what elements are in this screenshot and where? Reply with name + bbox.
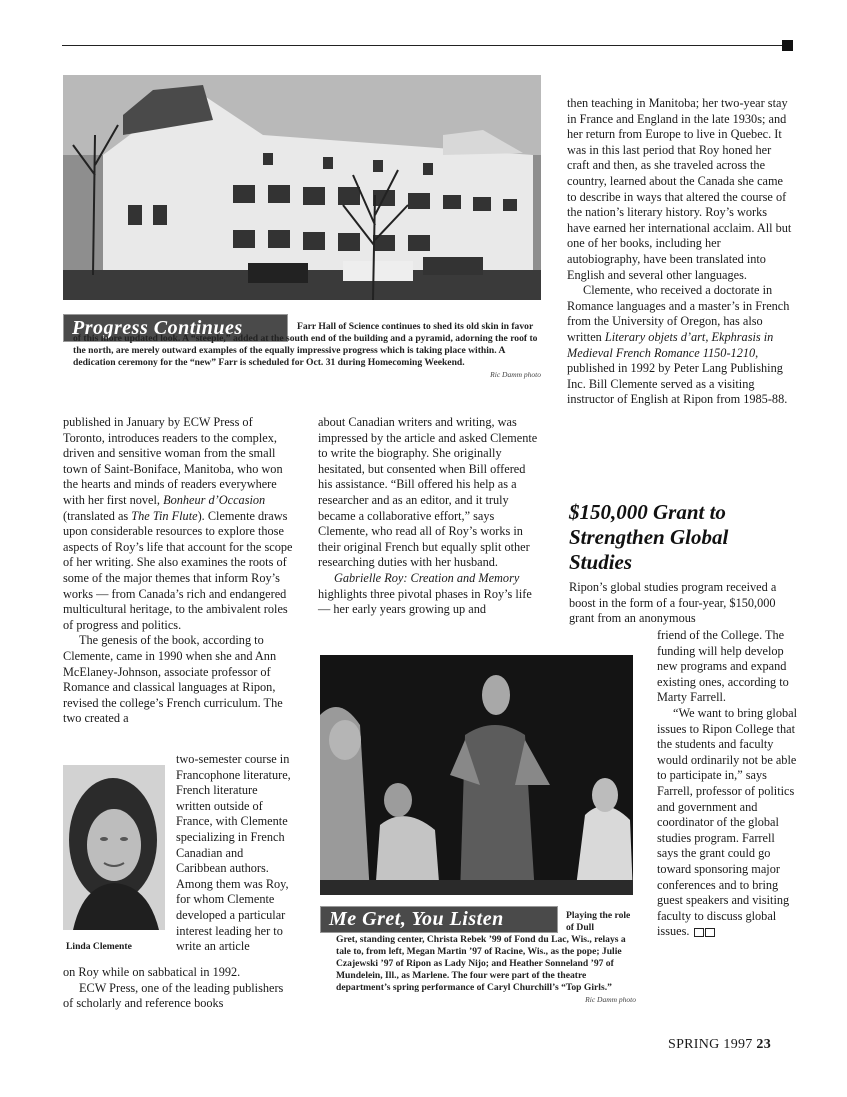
book-title: Bonheur d’Occasion	[163, 492, 266, 507]
article-paragraph: ECW Press, one of the leading publishers of scholarly and reference books	[63, 980, 284, 1011]
article-paragraph: published in January by ECW Press of Toronto, introduces readers to the complex, driven and sensitive woman from the small town of Saint-Boniface, Manitoba, who won the hearts and minds of readers everywhere with her first novel,	[63, 415, 283, 507]
article-column-1-end	[63, 965, 295, 1012]
article-paragraph: then teaching in Manitoba; her two-year stay in France and England in the late 1930s; and her return from Europe to live in Quebec. It was in this last period that Roy honed her craft and then, as she traveled across the country, learned about the Canada she came to describe in ways that altered the course of the nation’s literary history. Roy’s works have earned her international acclaim. All but one of her books, including her autobiography, have been translated into English and several other languages.	[567, 96, 792, 282]
progress-continues-heading: Progress Continues	[63, 314, 288, 342]
square-icon	[782, 40, 793, 51]
article-paragraph: “We want to bring global issues to Ripon College that the students and faculty would ordinarily not be able to participate in,” says Farrell, professor of politics and government and coordinator of the global studies program. Farrell says the grant could go toward sponsoring major conferences and to bring guest speakers and visiting faculty to discuss global issues.	[657, 705, 797, 939]
article-text: friend of the College. The funding will help develop new programs and expand existing ones, according to Marty Farrell.	[657, 628, 789, 705]
article-text: two-semester course in Francophone literature, French literature written outside of France, with Clemente specializing in French Canadian and Caribbean authors. Among them was Roy, for whom Clemente developed a particular interest leading her to write an article	[176, 752, 291, 954]
top-girls-caption-lead: Playing the role of Dull	[566, 910, 631, 933]
article-column-1-wrap	[176, 752, 294, 955]
page-number: 23	[756, 1037, 772, 1052]
article-column-3	[567, 96, 792, 408]
me-gret-heading: Me Gret, You Listen	[320, 906, 558, 933]
farr-hall-caption-text: Farr Hall of Science continues to shed its old skin in favor of this more updated look. A “steeple,” added at the south end of the building and a pyramid, adorning the roof to the north, are merely outward examples of the equally impressive progress which is taking place within. A dedication ceremony for the “new” Farr is scheduled for Oct. 31 during Homecoming Weekend.	[73, 321, 538, 368]
article-column-1	[63, 415, 295, 727]
end-of-article-icon	[705, 928, 715, 937]
grant-paragraph-1	[569, 580, 791, 627]
article-text: on Roy while on sabbatical in 1992.	[63, 965, 241, 979]
book-title: The Tin Flute	[131, 508, 198, 523]
article-text: Ripon’s global studies program received a boost in the form of a four-year, $150,000 grant from an anonymous	[569, 580, 777, 626]
article-text: (translated as	[63, 508, 129, 523]
book-title: Literary objets d’art, Ekphrasis in Medieval French Romance 1150-1210	[567, 329, 774, 360]
farr-hall-photo	[63, 75, 541, 300]
page-footer	[668, 1037, 771, 1053]
top-girls-caption-text: Gret, standing center, Christa Rebek ’99 of Fond du Lac, Wis., relays a tale to, from left, Megan Martin ’97 of Racine, Wis., as the pope; Julie Czajewski ’97 of Ripon as Lady Nijo; and Heather Sonneland ’97 of Mundelein, Ill., as Marlene. The four were part of the theatre department’s spring performance of Caryl Churchill’s “Top Girls.”	[336, 934, 626, 993]
portrait-caption: Linda Clemente	[66, 941, 132, 952]
issue-label: SPRING 1997	[668, 1037, 753, 1052]
linda-clemente-portrait	[63, 765, 165, 930]
article-text: ). Clemente draws upon considerable resources to explore those aspects of Roy’s life that account for the scope of her writing. She also examines the roots of some of the major themes that inform Roy’s works — from Canada’s rich and endangered multicultural heritage, to the ambivalent roles of progress and politics.	[63, 508, 293, 632]
grant-headline: $150,000 Grant to Strengthen Global Studies	[569, 500, 729, 574]
farr-hall-caption	[73, 321, 541, 381]
article-paragraph: about Canadian writers and writing, was impressed by the article and asked Clemente to write the biography. She originally hesitated, but consented when Bill offered his assistance. “Bill offered his help as a researcher and as an editor, and it truly became a collaborative effort,” says Clemente, who read all of Roy’s works in their original French but equally split other researching duties with her husband.	[318, 415, 538, 570]
photo-credit: Ric Damm photo	[490, 370, 541, 379]
article-paragraph: The genesis of the book, according to Clemente, came in 1990 when she and Ann McElaney-Johnson, associate professor of Romance and classical languages at Ripon, revised the college’s French curriculum. The two created a	[63, 633, 283, 726]
article-text: Clemente, who received a doctorate in Romance languages and a master’s in French from the University of Oregon, has also written	[567, 283, 790, 344]
article-text: , published in 1992 by Peter Lang Publishing Inc. Bill Clemente served as a visiting instructor of English at Ripon from 1985-88.	[567, 345, 788, 407]
top-rule	[62, 45, 784, 46]
article-column-2	[318, 415, 542, 618]
end-of-article-icon	[694, 928, 704, 937]
top-girls-caption	[336, 934, 636, 1006]
photo-credit: Ric Damm photo	[585, 995, 636, 1004]
book-title: Gabrielle Roy: Creation and Memory	[334, 570, 520, 585]
top-girls-photo	[320, 655, 633, 895]
article-text: highlights three pivotal phases in Roy’s life — her early years growing up and	[318, 586, 532, 617]
grant-column	[657, 628, 799, 940]
